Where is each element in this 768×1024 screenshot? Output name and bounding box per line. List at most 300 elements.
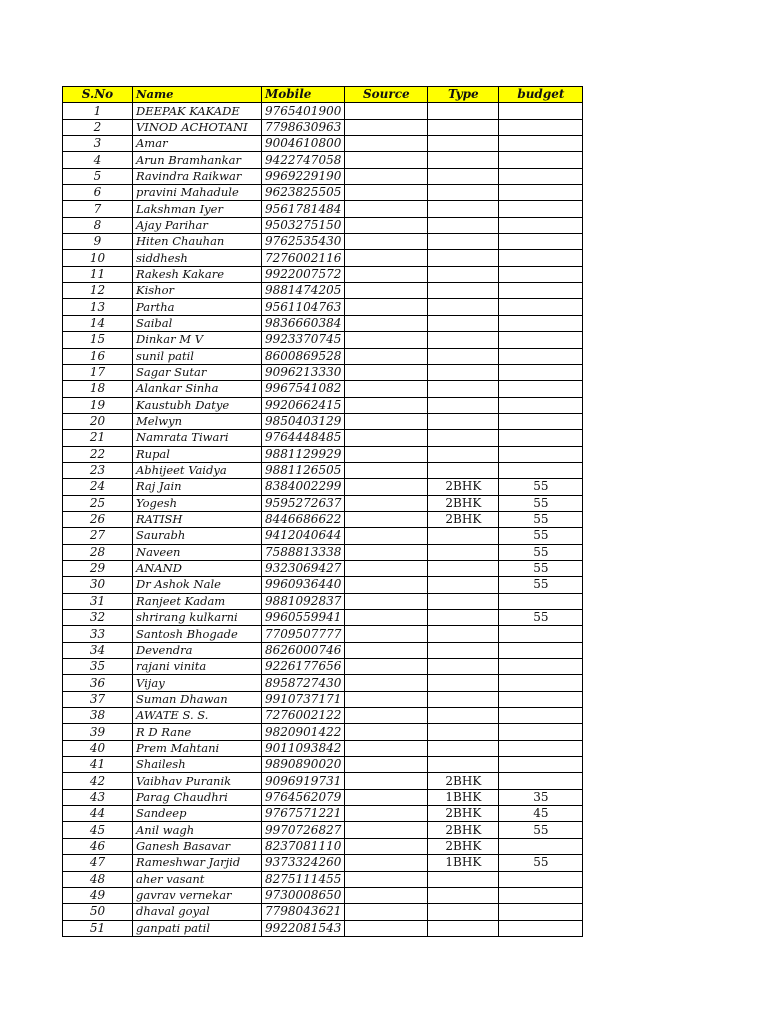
cell-mobile[interactable]: 9323069427 [262, 560, 345, 576]
cell-source[interactable] [345, 871, 428, 887]
cell-type[interactable]: 2BHK [428, 773, 499, 789]
cell-source[interactable] [345, 642, 428, 658]
cell-source[interactable] [345, 103, 428, 119]
cell-budget[interactable]: 55 [499, 855, 583, 871]
cell-sno[interactable]: 47 [63, 855, 133, 871]
cell-budget[interactable] [499, 136, 583, 152]
cell-budget[interactable] [499, 887, 583, 903]
cell-mobile[interactable]: 9970726827 [262, 822, 345, 838]
cell-type[interactable]: 2BHK [428, 495, 499, 511]
cell-source[interactable] [345, 691, 428, 707]
cell-mobile[interactable]: 7798630963 [262, 119, 345, 135]
cell-type[interactable] [428, 626, 499, 642]
cell-name[interactable]: R D Rane [133, 724, 262, 740]
cell-budget[interactable] [499, 462, 583, 478]
cell-sno[interactable]: 35 [63, 659, 133, 675]
cell-type[interactable] [428, 887, 499, 903]
cell-source[interactable] [345, 887, 428, 903]
cell-type[interactable] [428, 217, 499, 233]
cell-mobile[interactable]: 8600869528 [262, 348, 345, 364]
cell-type[interactable]: 2BHK [428, 806, 499, 822]
cell-source[interactable] [345, 528, 428, 544]
cell-type[interactable] [428, 904, 499, 920]
cell-mobile[interactable]: 9820901422 [262, 724, 345, 740]
cell-name[interactable]: Ajay Parihar [133, 217, 262, 233]
cell-mobile[interactable]: 9923370745 [262, 332, 345, 348]
cell-type[interactable]: 2BHK [428, 838, 499, 854]
cell-name[interactable]: pravini Mahadule [133, 185, 262, 201]
cell-mobile[interactable]: 9960559941 [262, 610, 345, 626]
cell-budget[interactable] [499, 838, 583, 854]
cell-name[interactable]: Raj Jain [133, 479, 262, 495]
cell-type[interactable] [428, 299, 499, 315]
cell-name[interactable]: Ganesh Basavar [133, 838, 262, 854]
cell-mobile[interactable]: 8275111455 [262, 871, 345, 887]
cell-source[interactable] [345, 217, 428, 233]
cell-budget[interactable] [499, 381, 583, 397]
cell-type[interactable] [428, 642, 499, 658]
cell-type[interactable] [428, 315, 499, 331]
cell-type[interactable] [428, 283, 499, 299]
cell-sno[interactable]: 21 [63, 430, 133, 446]
cell-mobile[interactable]: 9969229190 [262, 168, 345, 184]
cell-name[interactable]: Yogesh [133, 495, 262, 511]
cell-mobile[interactable]: 9412040644 [262, 528, 345, 544]
cell-name[interactable]: Devendra [133, 642, 262, 658]
cell-budget[interactable] [499, 626, 583, 642]
cell-mobile[interactable]: 9004610800 [262, 136, 345, 152]
cell-type[interactable] [428, 593, 499, 609]
cell-source[interactable] [345, 413, 428, 429]
cell-sno[interactable]: 12 [63, 283, 133, 299]
cell-budget[interactable] [499, 283, 583, 299]
cell-name[interactable]: Suman Dhawan [133, 691, 262, 707]
cell-source[interactable] [345, 724, 428, 740]
cell-name[interactable]: rajani vinita [133, 659, 262, 675]
cell-name[interactable]: Rameshwar Jarjid [133, 855, 262, 871]
cell-type[interactable]: 2BHK [428, 479, 499, 495]
cell-type[interactable] [428, 413, 499, 429]
cell-name[interactable]: Dr Ashok Nale [133, 577, 262, 593]
cell-name[interactable]: ganpati patil [133, 920, 262, 936]
cell-source[interactable] [345, 544, 428, 560]
cell-budget[interactable] [499, 364, 583, 380]
cell-type[interactable] [428, 560, 499, 576]
cell-sno[interactable]: 24 [63, 479, 133, 495]
cell-sno[interactable]: 33 [63, 626, 133, 642]
cell-mobile[interactable]: 8237081110 [262, 838, 345, 854]
cell-type[interactable] [428, 185, 499, 201]
cell-budget[interactable]: 55 [499, 544, 583, 560]
cell-source[interactable] [345, 381, 428, 397]
cell-budget[interactable] [499, 659, 583, 675]
cell-mobile[interactable]: 9967541082 [262, 381, 345, 397]
cell-sno[interactable]: 37 [63, 691, 133, 707]
cell-mobile[interactable]: 7276002116 [262, 250, 345, 266]
cell-source[interactable] [345, 283, 428, 299]
cell-source[interactable] [345, 675, 428, 691]
cell-sno[interactable]: 18 [63, 381, 133, 397]
cell-source[interactable] [345, 266, 428, 282]
cell-mobile[interactable]: 9850403129 [262, 413, 345, 429]
cell-type[interactable] [428, 544, 499, 560]
cell-source[interactable] [345, 185, 428, 201]
cell-budget[interactable] [499, 266, 583, 282]
cell-source[interactable] [345, 348, 428, 364]
cell-mobile[interactable]: 9226177656 [262, 659, 345, 675]
cell-source[interactable] [345, 822, 428, 838]
cell-sno[interactable]: 15 [63, 332, 133, 348]
cell-sno[interactable]: 6 [63, 185, 133, 201]
cell-mobile[interactable]: 9623825505 [262, 185, 345, 201]
cell-name[interactable]: sunil patil [133, 348, 262, 364]
cell-name[interactable]: Parag Chaudhri [133, 789, 262, 805]
cell-sno[interactable]: 29 [63, 560, 133, 576]
cell-budget[interactable] [499, 315, 583, 331]
cell-budget[interactable] [499, 152, 583, 168]
cell-type[interactable] [428, 610, 499, 626]
cell-name[interactable]: Vaibhav Puranik [133, 773, 262, 789]
cell-mobile[interactable]: 9881129929 [262, 446, 345, 462]
cell-budget[interactable] [499, 871, 583, 887]
cell-name[interactable]: Abhijeet Vaidya [133, 462, 262, 478]
cell-type[interactable]: 2BHK [428, 511, 499, 527]
cell-source[interactable] [345, 789, 428, 805]
cell-name[interactable]: Alankar Sinha [133, 381, 262, 397]
cell-name[interactable]: Vijay [133, 675, 262, 691]
cell-name[interactable]: dhaval goyal [133, 904, 262, 920]
cell-mobile[interactable]: 8384002299 [262, 479, 345, 495]
cell-sno[interactable]: 27 [63, 528, 133, 544]
cell-source[interactable] [345, 332, 428, 348]
cell-budget[interactable] [499, 757, 583, 773]
cell-source[interactable] [345, 299, 428, 315]
cell-sno[interactable]: 43 [63, 789, 133, 805]
cell-source[interactable] [345, 364, 428, 380]
cell-mobile[interactable]: 9011093842 [262, 740, 345, 756]
cell-source[interactable] [345, 250, 428, 266]
cell-sno[interactable]: 7 [63, 201, 133, 217]
cell-name[interactable]: AWATE S. S. [133, 708, 262, 724]
cell-source[interactable] [345, 626, 428, 642]
cell-budget[interactable] [499, 332, 583, 348]
cell-budget[interactable] [499, 234, 583, 250]
cell-type[interactable] [428, 740, 499, 756]
cell-mobile[interactable]: 7276002122 [262, 708, 345, 724]
cell-name[interactable]: Hiten Chauhan [133, 234, 262, 250]
cell-name[interactable]: Rupal [133, 446, 262, 462]
cell-mobile[interactable]: 9561781484 [262, 201, 345, 217]
cell-name[interactable]: Sandeep [133, 806, 262, 822]
cell-mobile[interactable]: 9881474205 [262, 283, 345, 299]
cell-sno[interactable]: 38 [63, 708, 133, 724]
cell-source[interactable] [345, 234, 428, 250]
cell-source[interactable] [345, 152, 428, 168]
cell-source[interactable] [345, 659, 428, 675]
cell-budget[interactable] [499, 119, 583, 135]
cell-budget[interactable] [499, 103, 583, 119]
cell-type[interactable] [428, 381, 499, 397]
cell-sno[interactable]: 45 [63, 822, 133, 838]
cell-mobile[interactable]: 7588813338 [262, 544, 345, 560]
cell-source[interactable] [345, 446, 428, 462]
cell-type[interactable] [428, 675, 499, 691]
cell-sno[interactable]: 46 [63, 838, 133, 854]
cell-source[interactable] [345, 397, 428, 413]
cell-sno[interactable]: 51 [63, 920, 133, 936]
cell-mobile[interactable]: 8446686622 [262, 511, 345, 527]
cell-sno[interactable]: 26 [63, 511, 133, 527]
cell-sno[interactable]: 28 [63, 544, 133, 560]
cell-sno[interactable]: 42 [63, 773, 133, 789]
cell-budget[interactable] [499, 168, 583, 184]
cell-name[interactable]: Ranjeet Kadam [133, 593, 262, 609]
cell-type[interactable] [428, 201, 499, 217]
cell-name[interactable]: Anil wagh [133, 822, 262, 838]
cell-mobile[interactable]: 9881126505 [262, 462, 345, 478]
cell-mobile[interactable]: 9561104763 [262, 299, 345, 315]
cell-type[interactable] [428, 234, 499, 250]
cell-budget[interactable] [499, 724, 583, 740]
cell-name[interactable]: Lakshman Iyer [133, 201, 262, 217]
cell-name[interactable]: shrirang kulkarni [133, 610, 262, 626]
cell-sno[interactable]: 5 [63, 168, 133, 184]
cell-mobile[interactable]: 7798043621 [262, 904, 345, 920]
cell-type[interactable] [428, 430, 499, 446]
cell-name[interactable]: siddhesh [133, 250, 262, 266]
cell-type[interactable] [428, 462, 499, 478]
cell-sno[interactable]: 19 [63, 397, 133, 413]
cell-sno[interactable]: 4 [63, 152, 133, 168]
cell-source[interactable] [345, 430, 428, 446]
cell-source[interactable] [345, 511, 428, 527]
cell-budget[interactable]: 55 [499, 479, 583, 495]
cell-mobile[interactable]: 9922081543 [262, 920, 345, 936]
cell-source[interactable] [345, 708, 428, 724]
cell-budget[interactable]: 45 [499, 806, 583, 822]
cell-name[interactable]: aher vasant [133, 871, 262, 887]
cell-sno[interactable]: 17 [63, 364, 133, 380]
cell-source[interactable] [345, 773, 428, 789]
cell-source[interactable] [345, 806, 428, 822]
cell-name[interactable]: RATISH [133, 511, 262, 527]
cell-sno[interactable]: 2 [63, 119, 133, 135]
cell-type[interactable] [428, 397, 499, 413]
cell-sno[interactable]: 49 [63, 887, 133, 903]
cell-sno[interactable]: 36 [63, 675, 133, 691]
cell-mobile[interactable]: 9373324260 [262, 855, 345, 871]
cell-sno[interactable]: 48 [63, 871, 133, 887]
cell-budget[interactable]: 55 [499, 560, 583, 576]
cell-source[interactable] [345, 855, 428, 871]
cell-name[interactable]: Arun Bramhankar [133, 152, 262, 168]
cell-mobile[interactable]: 9960936440 [262, 577, 345, 593]
cell-name[interactable]: Saurabh [133, 528, 262, 544]
cell-source[interactable] [345, 838, 428, 854]
cell-source[interactable] [345, 577, 428, 593]
cell-sno[interactable]: 32 [63, 610, 133, 626]
cell-sno[interactable]: 40 [63, 740, 133, 756]
cell-budget[interactable] [499, 185, 583, 201]
cell-source[interactable] [345, 920, 428, 936]
cell-name[interactable]: DEEPAK KAKADE [133, 103, 262, 119]
cell-type[interactable] [428, 920, 499, 936]
cell-mobile[interactable]: 9595272637 [262, 495, 345, 511]
cell-type[interactable] [428, 446, 499, 462]
cell-type[interactable] [428, 708, 499, 724]
cell-sno[interactable]: 23 [63, 462, 133, 478]
cell-mobile[interactable]: 7709507777 [262, 626, 345, 642]
cell-sno[interactable]: 39 [63, 724, 133, 740]
cell-source[interactable] [345, 593, 428, 609]
cell-sno[interactable]: 41 [63, 757, 133, 773]
cell-budget[interactable] [499, 299, 583, 315]
cell-name[interactable]: VINOD ACHOTANI [133, 119, 262, 135]
cell-type[interactable] [428, 724, 499, 740]
cell-budget[interactable]: 55 [499, 528, 583, 544]
cell-sno[interactable]: 30 [63, 577, 133, 593]
cell-source[interactable] [345, 495, 428, 511]
cell-name[interactable]: Partha [133, 299, 262, 315]
cell-budget[interactable]: 55 [499, 822, 583, 838]
cell-source[interactable] [345, 462, 428, 478]
cell-type[interactable] [428, 757, 499, 773]
cell-name[interactable]: Santosh Bhogade [133, 626, 262, 642]
cell-source[interactable] [345, 904, 428, 920]
cell-type[interactable] [428, 168, 499, 184]
cell-name[interactable]: Saibal [133, 315, 262, 331]
cell-source[interactable] [345, 560, 428, 576]
cell-name[interactable]: Prem Mahtani [133, 740, 262, 756]
cell-mobile[interactable]: 9890890020 [262, 757, 345, 773]
cell-type[interactable]: 2BHK [428, 822, 499, 838]
cell-name[interactable]: gavrav vernekar [133, 887, 262, 903]
cell-budget[interactable]: 35 [499, 789, 583, 805]
cell-budget[interactable] [499, 201, 583, 217]
cell-budget[interactable]: 55 [499, 511, 583, 527]
cell-sno[interactable]: 9 [63, 234, 133, 250]
cell-name[interactable]: Kaustubh Datye [133, 397, 262, 413]
cell-name[interactable]: Sagar Sutar [133, 364, 262, 380]
cell-sno[interactable]: 14 [63, 315, 133, 331]
cell-source[interactable] [345, 740, 428, 756]
cell-type[interactable]: 1BHK [428, 855, 499, 871]
cell-budget[interactable] [499, 691, 583, 707]
cell-type[interactable] [428, 250, 499, 266]
cell-budget[interactable] [499, 642, 583, 658]
cell-source[interactable] [345, 479, 428, 495]
cell-budget[interactable]: 55 [499, 577, 583, 593]
cell-source[interactable] [345, 315, 428, 331]
cell-type[interactable] [428, 528, 499, 544]
cell-budget[interactable]: 55 [499, 495, 583, 511]
cell-sno[interactable]: 16 [63, 348, 133, 364]
cell-sno[interactable]: 1 [63, 103, 133, 119]
cell-type[interactable] [428, 103, 499, 119]
cell-type[interactable] [428, 691, 499, 707]
cell-type[interactable] [428, 348, 499, 364]
cell-sno[interactable]: 20 [63, 413, 133, 429]
cell-type[interactable]: 1BHK [428, 789, 499, 805]
cell-name[interactable]: ANAND [133, 560, 262, 576]
cell-budget[interactable] [499, 217, 583, 233]
cell-mobile[interactable]: 9836660384 [262, 315, 345, 331]
cell-sno[interactable]: 10 [63, 250, 133, 266]
cell-mobile[interactable]: 9096919731 [262, 773, 345, 789]
cell-sno[interactable]: 31 [63, 593, 133, 609]
cell-type[interactable] [428, 119, 499, 135]
cell-budget[interactable] [499, 593, 583, 609]
cell-mobile[interactable]: 9096213330 [262, 364, 345, 380]
cell-name[interactable]: Namrata Tiwari [133, 430, 262, 446]
cell-budget[interactable] [499, 708, 583, 724]
cell-mobile[interactable]: 9920662415 [262, 397, 345, 413]
cell-budget[interactable] [499, 397, 583, 413]
cell-name[interactable]: Kishor [133, 283, 262, 299]
cell-name[interactable]: Ravindra Raikwar [133, 168, 262, 184]
cell-mobile[interactable]: 9764448485 [262, 430, 345, 446]
cell-name[interactable]: Rakesh Kakare [133, 266, 262, 282]
cell-sno[interactable]: 25 [63, 495, 133, 511]
cell-type[interactable] [428, 266, 499, 282]
cell-mobile[interactable]: 9881092837 [262, 593, 345, 609]
cell-name[interactable]: Amar [133, 136, 262, 152]
cell-source[interactable] [345, 201, 428, 217]
cell-mobile[interactable]: 9922007572 [262, 266, 345, 282]
cell-budget[interactable] [499, 446, 583, 462]
cell-sno[interactable]: 50 [63, 904, 133, 920]
cell-mobile[interactable]: 9730008650 [262, 887, 345, 903]
cell-mobile[interactable]: 9503275150 [262, 217, 345, 233]
cell-mobile[interactable]: 9764562079 [262, 789, 345, 805]
cell-sno[interactable]: 8 [63, 217, 133, 233]
cell-mobile[interactable]: 8626000746 [262, 642, 345, 658]
cell-mobile[interactable]: 9765401900 [262, 103, 345, 119]
cell-type[interactable] [428, 136, 499, 152]
cell-budget[interactable] [499, 740, 583, 756]
cell-budget[interactable] [499, 348, 583, 364]
cell-source[interactable] [345, 610, 428, 626]
cell-name[interactable]: Naveen [133, 544, 262, 560]
cell-type[interactable] [428, 332, 499, 348]
cell-type[interactable] [428, 364, 499, 380]
cell-mobile[interactable]: 9767571221 [262, 806, 345, 822]
cell-source[interactable] [345, 119, 428, 135]
cell-sno[interactable]: 44 [63, 806, 133, 822]
cell-sno[interactable]: 22 [63, 446, 133, 462]
cell-budget[interactable] [499, 250, 583, 266]
cell-source[interactable] [345, 757, 428, 773]
cell-sno[interactable]: 34 [63, 642, 133, 658]
cell-sno[interactable]: 11 [63, 266, 133, 282]
cell-budget[interactable] [499, 413, 583, 429]
cell-name[interactable]: Shailesh [133, 757, 262, 773]
cell-name[interactable]: Melwyn [133, 413, 262, 429]
cell-source[interactable] [345, 136, 428, 152]
cell-mobile[interactable]: 9762535430 [262, 234, 345, 250]
cell-type[interactable] [428, 152, 499, 168]
cell-budget[interactable]: 55 [499, 610, 583, 626]
cell-sno[interactable]: 13 [63, 299, 133, 315]
cell-budget[interactable] [499, 773, 583, 789]
cell-sno[interactable]: 3 [63, 136, 133, 152]
cell-source[interactable] [345, 168, 428, 184]
cell-type[interactable] [428, 871, 499, 887]
cell-mobile[interactable]: 8958727430 [262, 675, 345, 691]
cell-type[interactable] [428, 577, 499, 593]
cell-name[interactable]: Dinkar M V [133, 332, 262, 348]
cell-type[interactable] [428, 659, 499, 675]
